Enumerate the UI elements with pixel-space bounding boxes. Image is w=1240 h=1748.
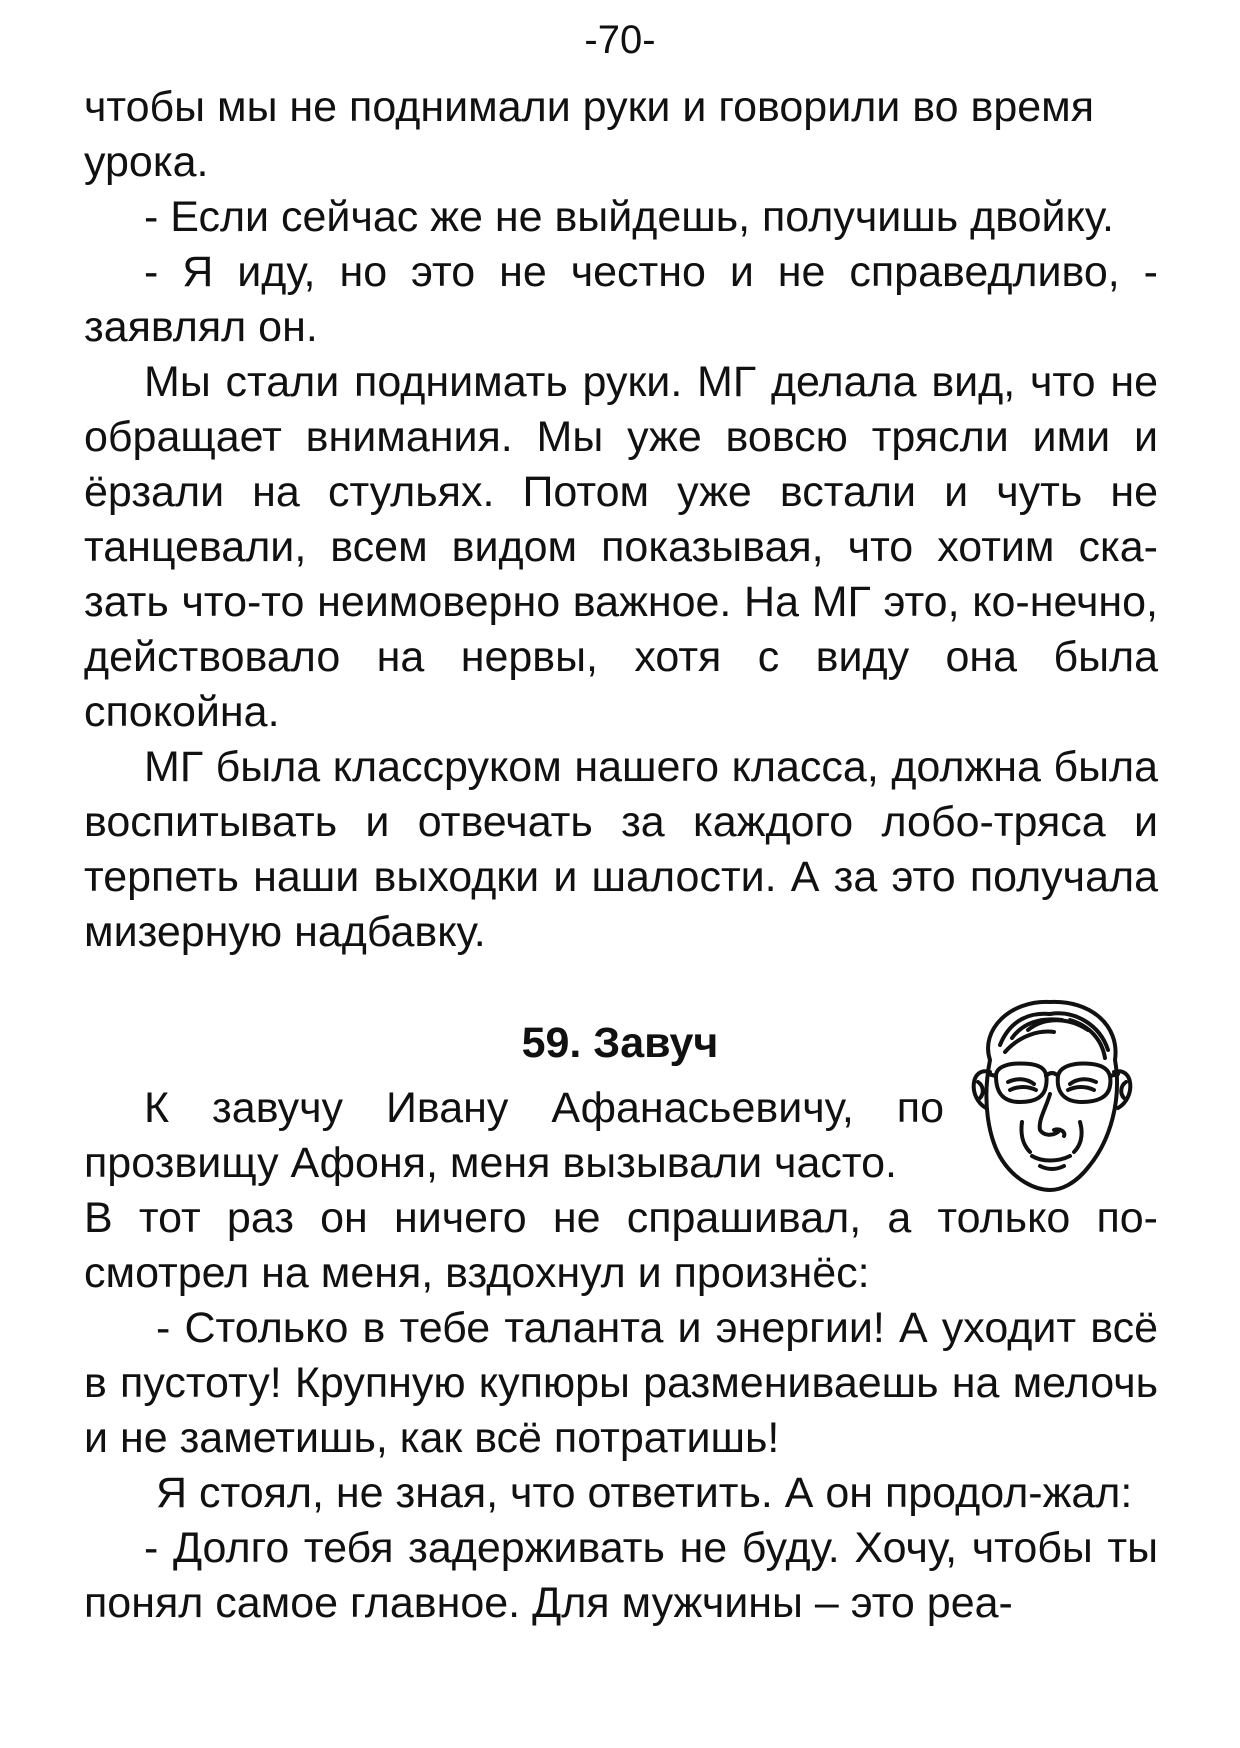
paragraph: чтобы мы не поднимали руки и говорили во время урока. — [84, 83, 1095, 186]
paragraph: МГ была классруком нашего класса, должна была воспитывать и отвечать за каждого лобо-тряса и терпеть наши выходки и шалости. А за это получала мизерную надбавку. — [84, 743, 1158, 956]
section-title: 59. Завуч — [521, 1019, 719, 1067]
paragraph-dialogue: - Столько в тебе таланта и энергии! А уходит всё в пустоту! Крупную купюры размениваешь на мелочь и не заметишь, как всё потратишь! — [84, 1304, 1158, 1462]
paragraph: Я стоял, не зная, что ответить. А он продол-жал: — [156, 1469, 1133, 1517]
page-number: -70- — [584, 18, 656, 62]
paragraph-dialogue: - Если сейчас же не выйдешь, получишь двойку. — [144, 193, 1114, 241]
paragraph: К завучу Ивану Афанасьевичу, по прозвищу Афоня, меня вызывали часто. — [84, 1084, 944, 1187]
paragraph: Мы стали поднимать руки. МГ делала вид, что не обращает внимания. Мы уже вовсю трясли ими и ёрзали на стульях. Потом уже встали и чуть не танцевали, всем видом показывая, что хотим ска-зать что-то неимоверно важное. На МГ это, ко-нечно, действовало на нервы, хотя с виду она была спокойна. — [84, 358, 1158, 736]
text-block-top — [84, 80, 1158, 960]
man-with-glasses-illustration — [950, 990, 1150, 1200]
text-block-bottom — [84, 1191, 1158, 1631]
paragraph: В тот раз он ничего не спрашивал, а только по-смотрел на меня, вздохнул и произнёс: — [84, 1194, 1158, 1297]
paragraph-dialogue: - Долго тебя задерживать не буду. Хочу, чтобы ты понял самое главное. Для мужчины – это реа- — [84, 1524, 1158, 1627]
paragraph-dialogue: - Я иду, но это не честно и не справедливо, - заявлял он. — [84, 248, 1158, 351]
text-block-beside-image — [84, 1081, 944, 1191]
